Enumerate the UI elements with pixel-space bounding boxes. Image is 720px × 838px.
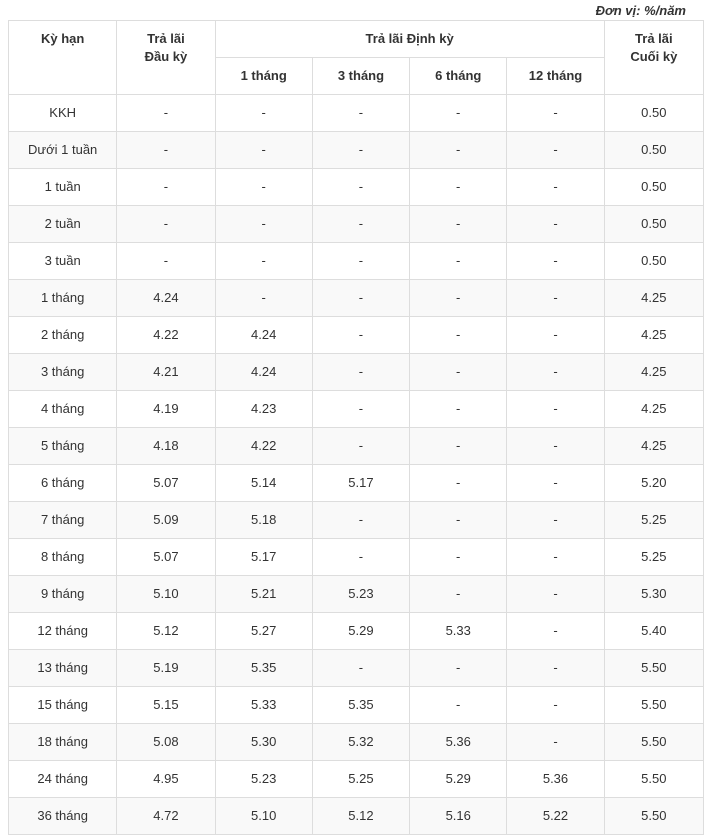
cell-upfront: 4.72 bbox=[117, 798, 215, 835]
table-body bbox=[9, 95, 704, 835]
cell-upfront: - bbox=[117, 206, 215, 243]
cell-term: 1 tháng bbox=[9, 280, 117, 317]
table-row bbox=[9, 465, 704, 502]
cell-end: 4.25 bbox=[604, 317, 703, 354]
cell-periodic-12-month: - bbox=[507, 95, 604, 132]
table-row bbox=[9, 502, 704, 539]
cell-upfront: 5.12 bbox=[117, 613, 215, 650]
table-row bbox=[9, 317, 704, 354]
cell-end: 4.25 bbox=[604, 391, 703, 428]
cell-term: 36 tháng bbox=[9, 798, 117, 835]
cell-periodic-12-month: - bbox=[507, 428, 604, 465]
cell-end: 5.25 bbox=[604, 539, 703, 576]
cell-term: 4 tháng bbox=[9, 391, 117, 428]
cell-periodic-6-month: - bbox=[410, 428, 507, 465]
cell-periodic-1-month: 5.10 bbox=[215, 798, 312, 835]
cell-periodic-6-month: - bbox=[410, 354, 507, 391]
cell-periodic-6-month: - bbox=[410, 576, 507, 613]
header-periodic-label: Trả lãi Định kỳ bbox=[365, 31, 454, 46]
header-end bbox=[604, 21, 703, 95]
cell-periodic-6-month: 5.36 bbox=[410, 724, 507, 761]
table-row bbox=[9, 206, 704, 243]
cell-periodic-6-month: - bbox=[410, 502, 507, 539]
cell-end: 5.40 bbox=[604, 613, 703, 650]
header-upfront-line1: Trả lãi bbox=[147, 31, 185, 46]
cell-periodic-6-month: - bbox=[410, 132, 507, 169]
cell-end: 0.50 bbox=[604, 132, 703, 169]
cell-end: 0.50 bbox=[604, 206, 703, 243]
cell-periodic-3-month: - bbox=[312, 502, 409, 539]
cell-periodic-3-month: 5.25 bbox=[312, 761, 409, 798]
cell-periodic-6-month: - bbox=[410, 650, 507, 687]
cell-periodic-1-month: 5.23 bbox=[215, 761, 312, 798]
cell-periodic-12-month: - bbox=[507, 650, 604, 687]
header-end-line1: Trả lãi bbox=[635, 31, 673, 46]
cell-periodic-12-month: - bbox=[507, 687, 604, 724]
table-row bbox=[9, 724, 704, 761]
cell-periodic-3-month: - bbox=[312, 243, 409, 280]
table-row bbox=[9, 687, 704, 724]
cell-periodic-12-month: - bbox=[507, 613, 604, 650]
cell-periodic-12-month: - bbox=[507, 502, 604, 539]
cell-end: 4.25 bbox=[604, 280, 703, 317]
cell-end: 0.50 bbox=[604, 243, 703, 280]
cell-periodic-6-month: - bbox=[410, 391, 507, 428]
table-row bbox=[9, 539, 704, 576]
cell-periodic-1-month: - bbox=[215, 206, 312, 243]
cell-end: 5.50 bbox=[604, 798, 703, 835]
cell-periodic-3-month: - bbox=[312, 391, 409, 428]
cell-end: 4.25 bbox=[604, 428, 703, 465]
cell-end: 5.50 bbox=[604, 687, 703, 724]
cell-term: 5 tháng bbox=[9, 428, 117, 465]
cell-periodic-6-month: - bbox=[410, 280, 507, 317]
cell-periodic-6-month: - bbox=[410, 687, 507, 724]
table-row bbox=[9, 650, 704, 687]
cell-upfront: 5.07 bbox=[117, 465, 215, 502]
header-periodic-6-month: 6 tháng bbox=[410, 58, 507, 95]
cell-term: 7 tháng bbox=[9, 502, 117, 539]
cell-term: KKH bbox=[9, 95, 117, 132]
cell-term: 3 tuần bbox=[9, 243, 117, 280]
cell-periodic-12-month: - bbox=[507, 317, 604, 354]
cell-term: 12 tháng bbox=[9, 613, 117, 650]
cell-upfront: 5.15 bbox=[117, 687, 215, 724]
table-row bbox=[9, 428, 704, 465]
cell-periodic-6-month: 5.33 bbox=[410, 613, 507, 650]
cell-periodic-1-month: 5.21 bbox=[215, 576, 312, 613]
table-row bbox=[9, 761, 704, 798]
cell-upfront: 4.21 bbox=[117, 354, 215, 391]
cell-periodic-1-month: 5.17 bbox=[215, 539, 312, 576]
cell-periodic-3-month: 5.35 bbox=[312, 687, 409, 724]
cell-periodic-6-month: 5.29 bbox=[410, 761, 507, 798]
cell-periodic-12-month: - bbox=[507, 206, 604, 243]
header-periodic bbox=[215, 21, 604, 58]
cell-periodic-3-month: 5.29 bbox=[312, 613, 409, 650]
cell-periodic-3-month: - bbox=[312, 539, 409, 576]
header-periodic-1-month: 1 tháng bbox=[215, 58, 312, 95]
cell-term: 18 tháng bbox=[9, 724, 117, 761]
cell-end: 0.50 bbox=[604, 95, 703, 132]
cell-end: 5.50 bbox=[604, 724, 703, 761]
cell-periodic-12-month: - bbox=[507, 465, 604, 502]
cell-periodic-6-month: - bbox=[410, 243, 507, 280]
cell-periodic-12-month: 5.36 bbox=[507, 761, 604, 798]
cell-upfront: 4.22 bbox=[117, 317, 215, 354]
cell-end: 4.25 bbox=[604, 354, 703, 391]
cell-periodic-3-month: - bbox=[312, 354, 409, 391]
cell-periodic-3-month: - bbox=[312, 132, 409, 169]
cell-end: 5.20 bbox=[604, 465, 703, 502]
cell-periodic-12-month: - bbox=[507, 280, 604, 317]
cell-periodic-3-month: - bbox=[312, 206, 409, 243]
cell-upfront: 4.19 bbox=[117, 391, 215, 428]
header-term-label: Kỳ hạn bbox=[40, 31, 85, 46]
cell-periodic-1-month: 5.35 bbox=[215, 650, 312, 687]
header-term bbox=[9, 21, 117, 95]
table-row bbox=[9, 798, 704, 835]
cell-periodic-3-month: 5.23 bbox=[312, 576, 409, 613]
cell-upfront: 5.19 bbox=[117, 650, 215, 687]
cell-end: 5.50 bbox=[604, 650, 703, 687]
header-upfront bbox=[117, 21, 215, 95]
cell-end: 5.30 bbox=[604, 576, 703, 613]
cell-upfront: 5.09 bbox=[117, 502, 215, 539]
cell-periodic-12-month: 5.22 bbox=[507, 798, 604, 835]
unit-note: Đơn vị: %/năm bbox=[595, 3, 686, 18]
cell-periodic-12-month: - bbox=[507, 539, 604, 576]
cell-term: 2 tuần bbox=[9, 206, 117, 243]
cell-periodic-12-month: - bbox=[507, 354, 604, 391]
cell-term: Dưới 1 tuần bbox=[9, 132, 117, 169]
cell-periodic-1-month: 5.30 bbox=[215, 724, 312, 761]
table-row bbox=[9, 576, 704, 613]
cell-periodic-3-month: - bbox=[312, 428, 409, 465]
cell-periodic-1-month: - bbox=[215, 132, 312, 169]
table-header bbox=[9, 21, 704, 95]
table-row bbox=[9, 613, 704, 650]
cell-periodic-3-month: 5.17 bbox=[312, 465, 409, 502]
interest-rate-table bbox=[8, 20, 704, 835]
cell-periodic-6-month: - bbox=[410, 95, 507, 132]
cell-upfront: - bbox=[117, 95, 215, 132]
cell-periodic-1-month: 4.24 bbox=[215, 354, 312, 391]
cell-periodic-12-month: - bbox=[507, 724, 604, 761]
cell-periodic-1-month: 5.33 bbox=[215, 687, 312, 724]
cell-term: 13 tháng bbox=[9, 650, 117, 687]
header-periodic-12-month: 12 tháng bbox=[507, 58, 604, 95]
cell-periodic-1-month: 5.18 bbox=[215, 502, 312, 539]
header-periodic-3-month: 3 tháng bbox=[312, 58, 409, 95]
cell-periodic-1-month: 4.22 bbox=[215, 428, 312, 465]
header-upfront-line2: Đầu kỳ bbox=[144, 49, 188, 64]
cell-periodic-3-month: - bbox=[312, 95, 409, 132]
table-row bbox=[9, 354, 704, 391]
cell-upfront: - bbox=[117, 169, 215, 206]
cell-periodic-3-month: - bbox=[312, 650, 409, 687]
cell-term: 15 tháng bbox=[9, 687, 117, 724]
cell-periodic-1-month: 5.14 bbox=[215, 465, 312, 502]
table-row bbox=[9, 95, 704, 132]
table-row bbox=[9, 132, 704, 169]
cell-periodic-3-month: - bbox=[312, 169, 409, 206]
cell-periodic-6-month: 5.16 bbox=[410, 798, 507, 835]
cell-upfront: 4.18 bbox=[117, 428, 215, 465]
cell-term: 8 tháng bbox=[9, 539, 117, 576]
cell-periodic-1-month: - bbox=[215, 169, 312, 206]
cell-upfront: 5.07 bbox=[117, 539, 215, 576]
cell-periodic-3-month: 5.12 bbox=[312, 798, 409, 835]
cell-upfront: 5.08 bbox=[117, 724, 215, 761]
cell-periodic-3-month: - bbox=[312, 317, 409, 354]
cell-periodic-1-month: - bbox=[215, 95, 312, 132]
cell-periodic-6-month: - bbox=[410, 539, 507, 576]
cell-upfront: 5.10 bbox=[117, 576, 215, 613]
cell-periodic-1-month: 5.27 bbox=[215, 613, 312, 650]
cell-term: 24 tháng bbox=[9, 761, 117, 798]
cell-upfront: - bbox=[117, 243, 215, 280]
cell-periodic-6-month: - bbox=[410, 206, 507, 243]
cell-term: 3 tháng bbox=[9, 354, 117, 391]
cell-term: 1 tuần bbox=[9, 169, 117, 206]
cell-periodic-1-month: 4.23 bbox=[215, 391, 312, 428]
cell-upfront: - bbox=[117, 132, 215, 169]
cell-periodic-12-month: - bbox=[507, 391, 604, 428]
cell-term: 9 tháng bbox=[9, 576, 117, 613]
cell-periodic-6-month: - bbox=[410, 465, 507, 502]
table-row bbox=[9, 243, 704, 280]
cell-end: 5.25 bbox=[604, 502, 703, 539]
cell-periodic-12-month: - bbox=[507, 169, 604, 206]
cell-end: 5.50 bbox=[604, 761, 703, 798]
cell-term: 6 tháng bbox=[9, 465, 117, 502]
cell-periodic-1-month: 4.24 bbox=[215, 317, 312, 354]
cell-periodic-1-month: - bbox=[215, 243, 312, 280]
cell-end: 0.50 bbox=[604, 169, 703, 206]
table-row bbox=[9, 169, 704, 206]
cell-periodic-12-month: - bbox=[507, 132, 604, 169]
cell-periodic-12-month: - bbox=[507, 243, 604, 280]
cell-periodic-3-month: - bbox=[312, 280, 409, 317]
table-row bbox=[9, 391, 704, 428]
cell-term: 2 tháng bbox=[9, 317, 117, 354]
cell-periodic-6-month: - bbox=[410, 169, 507, 206]
cell-periodic-1-month: - bbox=[215, 280, 312, 317]
header-end-line2: Cuối kỳ bbox=[630, 49, 678, 64]
cell-periodic-3-month: 5.32 bbox=[312, 724, 409, 761]
cell-periodic-12-month: - bbox=[507, 576, 604, 613]
cell-upfront: 4.24 bbox=[117, 280, 215, 317]
cell-periodic-6-month: - bbox=[410, 317, 507, 354]
table-row bbox=[9, 280, 704, 317]
cell-upfront: 4.95 bbox=[117, 761, 215, 798]
